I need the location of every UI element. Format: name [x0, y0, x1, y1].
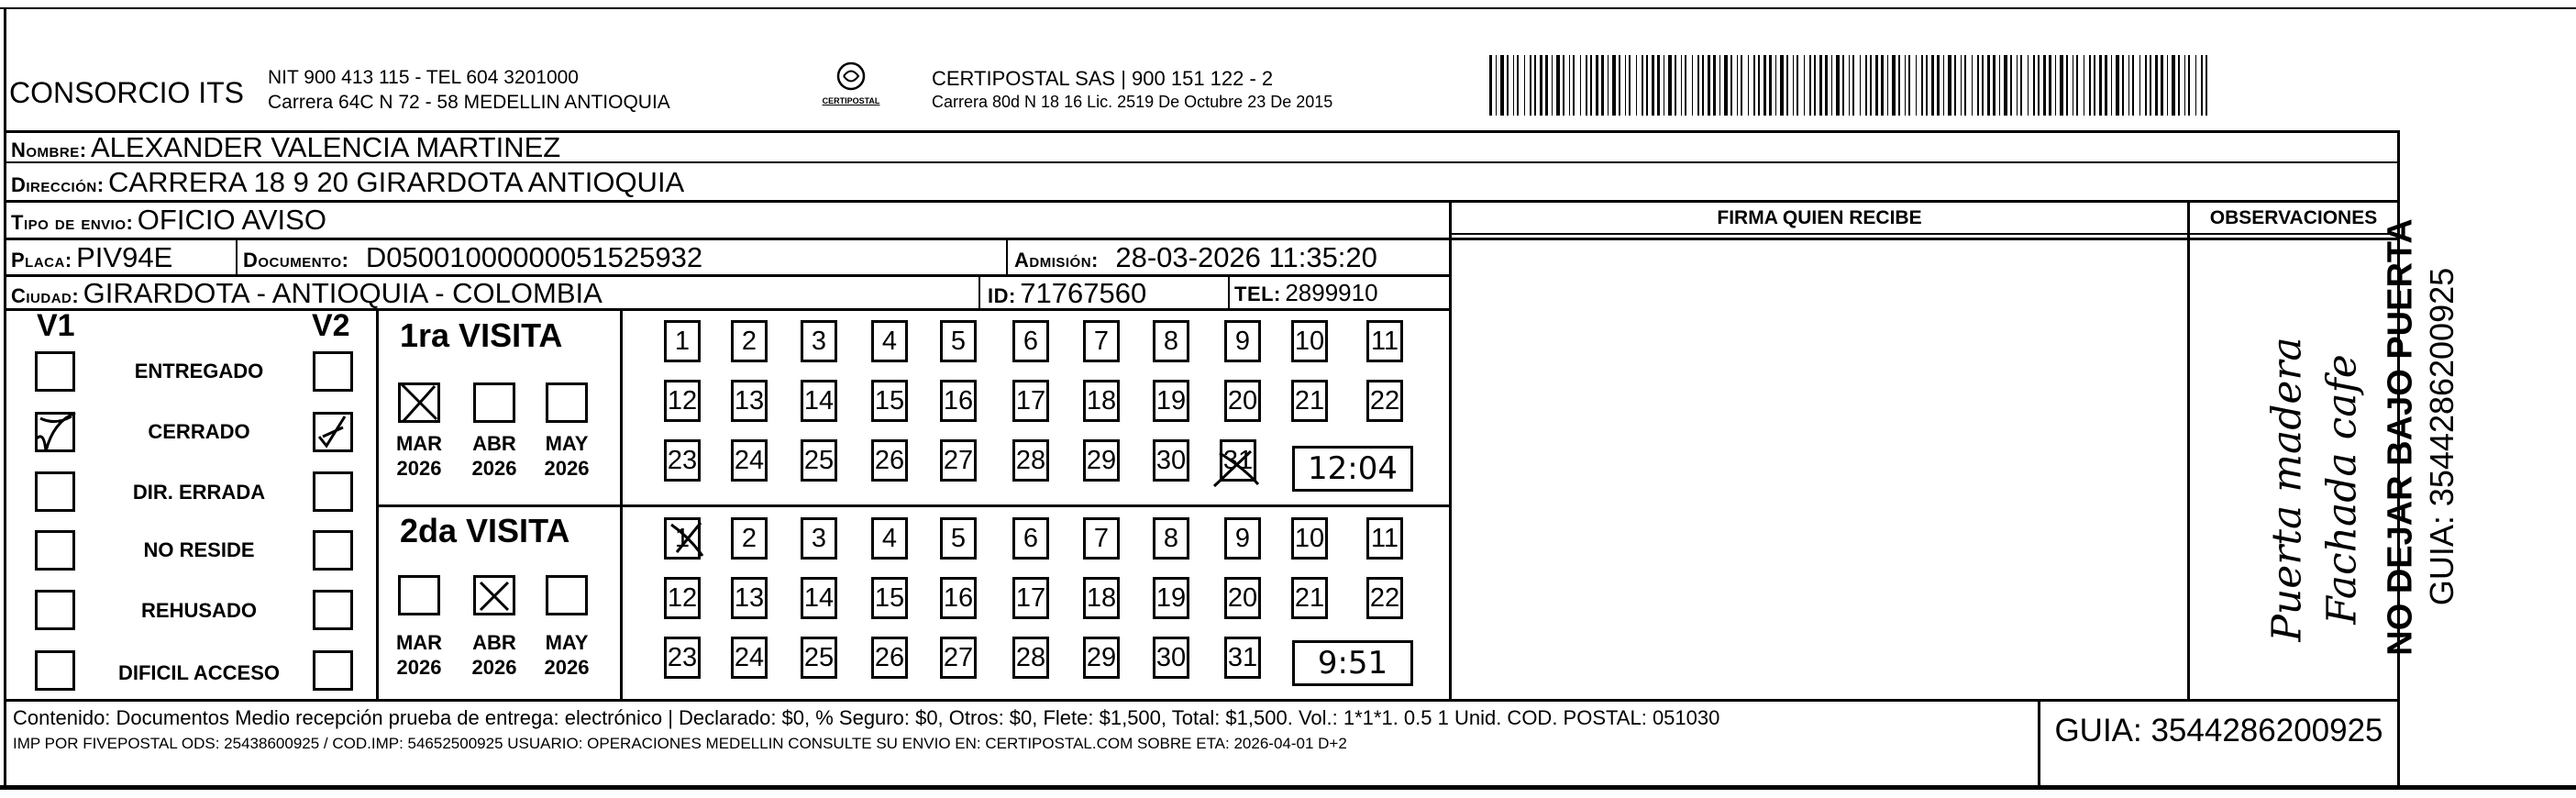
visit2-year-label: 2026: [396, 656, 442, 679]
rule: [620, 308, 623, 699]
visit2-day-17[interactable]: 17: [1012, 577, 1049, 619]
barcode: [1487, 55, 2212, 117]
visit1-day-24[interactable]: 24: [731, 439, 768, 482]
barcode-bar: [2089, 55, 2091, 116]
barcode-bar: [1769, 55, 1772, 116]
barcode-bar: [1540, 55, 1542, 116]
tel-label: TEL:: [1234, 283, 1281, 305]
status-dir-errada: DIR. ERRADA: [132, 481, 266, 504]
barcode-bar: [1972, 55, 1973, 116]
barcode-bar: [2055, 55, 2056, 116]
barcode-bar: [1943, 55, 1944, 116]
ciudad-value: GIRARDOTA - ANTIOQUIA - COLOMBIA: [83, 277, 603, 309]
status-dificil-acceso: DIFICIL ACCESO: [117, 661, 280, 684]
barcode-bar: [1608, 55, 1609, 116]
company-line1: NIT 900 413 115 - TEL 604 3201000: [268, 67, 579, 88]
footer-line1: Contenido: Documentos Medio recepción prueba de entrega: electrónico | Declarado: $0, % Seguro: $0, Otros: $0, Flete: $1,500, Total: $1,500. Vol.: 1*1*1. 0.5 1 Unid. COD. POSTAL: 051030: [13, 706, 1720, 729]
bottom-border: [0, 785, 2576, 790]
visit2-year-label: 2026: [471, 656, 517, 679]
visit2-day-1[interactable]: 1: [664, 517, 701, 560]
barcode-bar: [1748, 55, 1749, 116]
visit2-day-25[interactable]: 25: [801, 637, 837, 679]
nombre-label: Nombre:: [11, 139, 87, 161]
barcode-bar: [1692, 55, 1693, 116]
barcode-bar: [1596, 55, 1598, 116]
visit1-day-25[interactable]: 25: [801, 439, 837, 482]
barcode-bar: [2128, 55, 2129, 116]
company-name: CONSORCIO ITS: [9, 76, 245, 109]
barcode-bar: [1849, 55, 1850, 116]
visit1-day31-check-mark: [1207, 444, 1271, 493]
footer-line2: IMP POR FIVEPOSTAL ODS: 25438600925 / COD.IMP: 54652500925 USUARIO: OPERACIONES MEDELLIN CONSULTE SU ENVIO EN: CERTIPOSTAL.COM SOBRE ETA: 2026-04-01 D+2: [13, 735, 1347, 752]
visit1-day-4[interactable]: 4: [871, 320, 908, 362]
barcode-bar: [1719, 55, 1720, 116]
visit2-month-mar-checkbox[interactable]: [398, 575, 440, 615]
visit2-day-5[interactable]: 5: [940, 517, 977, 560]
footer-guia: GUIA: 3544286200925: [2054, 713, 2383, 748]
firma-header: FIRMA QUIEN RECIBE: [1717, 207, 1922, 228]
id-label: ID:: [988, 284, 1016, 307]
barcode-bar: [1724, 55, 1728, 116]
ciudad-label: Ciudad:: [11, 284, 80, 307]
barcode-bar: [1870, 55, 1872, 116]
barcode-bar: [2004, 55, 2007, 116]
barcode-bar: [1786, 55, 1788, 116]
visit1-day-28[interactable]: 28: [1012, 439, 1049, 482]
observaciones-header: OBSERVACIONES: [2209, 207, 2378, 228]
barcode-bar: [1619, 55, 1620, 116]
left-border: [4, 7, 6, 787]
visit2-day-18[interactable]: 18: [1083, 577, 1120, 619]
visit2-day-20[interactable]: 20: [1224, 577, 1261, 619]
v2-checkbox-no-reside[interactable]: [313, 530, 353, 571]
visit2-year-label: 2026: [544, 656, 590, 679]
visit1-day-21[interactable]: 21: [1291, 380, 1328, 422]
barcode-bar: [2028, 55, 2029, 116]
barcode-bar: [1809, 55, 1811, 116]
barcode-bar: [1842, 55, 1844, 116]
visit1-month-label: MAY: [545, 432, 589, 455]
placa-row: [11, 241, 172, 274]
status-cerrado: CERRADO: [148, 420, 250, 443]
barcode-bar: [1814, 55, 1816, 116]
tipo-label: Tipo de envio:: [11, 211, 134, 234]
ciudad-row: [11, 277, 603, 310]
rule: [376, 308, 379, 699]
barcode-bar: [2094, 55, 2095, 116]
visit1-day-14[interactable]: 14: [801, 380, 837, 422]
barcode-bar: [1852, 55, 1854, 116]
barcode-bar: [1916, 55, 1917, 116]
v1-checkbox-no-reside[interactable]: [35, 530, 75, 571]
barcode-bar: [2167, 55, 2168, 116]
barcode-bar: [1563, 55, 1564, 116]
visit1-day-16[interactable]: 16: [940, 380, 977, 422]
status-entregado: ENTREGADO: [134, 360, 264, 382]
barcode-bar: [2184, 55, 2185, 116]
barcode-bar: [1987, 55, 1990, 116]
rule: [1449, 233, 2400, 235]
v1-checkbox-dir-errada[interactable]: [35, 471, 75, 512]
visit1-month-may-label: [539, 431, 594, 481]
barcode-bar: [1642, 55, 1643, 116]
visit2-day-12[interactable]: 12: [664, 577, 701, 619]
barcode-bar: [1612, 55, 1616, 116]
barcode-bar: [1964, 55, 1966, 116]
barcode-bar: [1708, 55, 1710, 116]
direccion-label: Dirección:: [11, 173, 105, 196]
visit1-day-27[interactable]: 27: [940, 439, 977, 482]
visit2-title: 2da VISITA: [400, 512, 570, 549]
v1-checkbox-rehusado[interactable]: [35, 590, 75, 630]
barcode-bar: [1569, 55, 1570, 116]
tel-row: [1234, 279, 1378, 307]
v2-checkbox-dir-errada[interactable]: [313, 471, 353, 512]
barcode-bar: [1819, 55, 1822, 116]
barcode-bar: [2206, 55, 2207, 116]
barcode-bar: [1636, 55, 1637, 116]
tipo-row: [11, 204, 326, 237]
no-dejar-bajo-puerta: NO DEJAR BAJO PUERTA: [2381, 218, 2420, 656]
barcode-bar: [1681, 55, 1682, 116]
visit1-month-abr-checkbox[interactable]: [473, 382, 515, 423]
visit1-day-23[interactable]: 23: [664, 439, 701, 482]
visit1-day-1[interactable]: 1: [664, 320, 701, 362]
visit1-year-label: 2026: [544, 457, 590, 480]
barcode-bar: [1625, 55, 1626, 116]
status-rehusado: REHUSADO: [141, 599, 257, 622]
visit2-day-15[interactable]: 15: [871, 577, 908, 619]
barcode-bar: [1496, 55, 1497, 116]
v1-label: V1: [37, 308, 75, 343]
barcode-bar: [1908, 55, 1910, 116]
barcode-bar: [1797, 55, 1798, 116]
barcode-bar: [1921, 55, 1923, 116]
barcode-bar: [1545, 55, 1548, 116]
visit2-month-mar-label: [392, 630, 447, 680]
barcode-bar: [1586, 55, 1587, 116]
visit2-day-8[interactable]: 8: [1153, 517, 1189, 560]
barcode-bar: [1804, 55, 1805, 116]
barcode-bar: [2066, 55, 2068, 116]
visit2-abr-check-mark: [473, 575, 515, 615]
barcode-bar: [1898, 55, 1900, 116]
visit1-title: 1ra VISITA: [400, 316, 563, 354]
certi-line2: Carrera 80d N 18 16 Lic. 2519 De Octubre 23 De 2015: [932, 93, 1333, 111]
barcode-bar: [1831, 55, 1832, 116]
barcode-bar: [1601, 55, 1604, 116]
visit1-day-19[interactable]: 19: [1153, 380, 1189, 422]
visit1-day-17[interactable]: 17: [1012, 380, 1049, 422]
barcode-bar: [1793, 55, 1794, 116]
visit1-month-may-checkbox[interactable]: [546, 382, 588, 423]
rule: [2187, 200, 2190, 701]
rule: [1006, 238, 1008, 276]
observaciones-note-1: Puerta madera: [2263, 337, 2311, 642]
barcode-bar: [1741, 55, 1742, 116]
placa-label: Placa:: [11, 249, 72, 272]
visit1-day-2[interactable]: 2: [731, 320, 768, 362]
v2-checkbox-entregado[interactable]: [313, 351, 353, 392]
barcode-bar: [1775, 55, 1776, 116]
barcode-bar: [1954, 55, 1956, 116]
barcode-bar: [1489, 55, 1492, 116]
visit1-day-7[interactable]: 7: [1083, 320, 1120, 362]
visit2-month-abr-label: [467, 630, 522, 680]
admision-row: [1014, 241, 1377, 274]
barcode-bar: [1892, 55, 1896, 116]
visit2-day-10[interactable]: 10: [1291, 517, 1328, 560]
barcode-bar: [1961, 55, 1962, 116]
barcode-bar: [1905, 55, 1906, 116]
barcode-bar: [1500, 55, 1504, 116]
visit1-year-label: 2026: [396, 457, 442, 480]
top-border: [0, 7, 2576, 9]
admision-value: 28-03-2026 11:35:20: [1115, 241, 1377, 273]
barcode-bar: [2155, 55, 2158, 116]
visit1-day-31[interactable]: 31: [1220, 439, 1256, 482]
barcode-bar: [1530, 55, 1531, 116]
rule: [5, 200, 2400, 203]
visit2-month-label: ABR: [472, 631, 516, 654]
barcode-bar: [2145, 55, 2147, 116]
v2-checkbox-dificil-acceso[interactable]: [313, 650, 353, 691]
visit2-month-may-checkbox[interactable]: [546, 575, 588, 615]
barcode-bar: [2099, 55, 2102, 116]
barcode-bar: [1513, 55, 1514, 116]
visit2-day-7[interactable]: 7: [1083, 517, 1120, 560]
visit2-day1-check-mark: [664, 515, 712, 563]
barcode-bar: [1702, 55, 1704, 116]
v2-cerrado-check-mark: [310, 409, 356, 455]
tel-value: 2899910: [1285, 279, 1378, 306]
visit1-day-5[interactable]: 5: [940, 320, 977, 362]
direccion-value: CARRERA 18 9 20 GIRARDOTA ANTIOQUIA: [108, 166, 685, 198]
visit1-day-9[interactable]: 9: [1224, 320, 1261, 362]
barcode-bar: [2132, 55, 2134, 116]
barcode-bar: [1517, 55, 1519, 116]
visit2-day-4[interactable]: 4: [871, 517, 908, 560]
rule: [5, 238, 2400, 240]
barcode-bar: [2201, 55, 2203, 116]
visit2-day-2[interactable]: 2: [731, 517, 768, 560]
side-guia: GUIA: 3544286200925: [2423, 267, 2460, 606]
rule: [236, 238, 238, 276]
visit2-day-21[interactable]: 21: [1291, 577, 1328, 619]
visit1-day-20[interactable]: 20: [1224, 380, 1261, 422]
barcode-bar: [1881, 55, 1884, 116]
visit2-day-9[interactable]: 9: [1224, 517, 1261, 560]
barcode-bar: [2033, 55, 2035, 116]
barcode-bar: [1556, 55, 1560, 116]
barcode-bar: [2038, 55, 2040, 116]
v2-checkbox-rehusado[interactable]: [313, 590, 353, 630]
barcode-bar: [1737, 55, 1738, 116]
barcode-bar: [2043, 55, 2046, 116]
barcode-bar: [1668, 55, 1672, 116]
visit2-day-26[interactable]: 26: [871, 637, 908, 679]
barcode-bar: [2076, 55, 2078, 116]
barcode-bar: [2195, 55, 2196, 116]
visit1-day-18[interactable]: 18: [1083, 380, 1120, 422]
visit2-day-27[interactable]: 27: [940, 637, 977, 679]
barcode-bar: [2017, 55, 2018, 116]
barcode-bar: [1865, 55, 1867, 116]
barcode-bar: [1780, 55, 1784, 116]
rule: [978, 274, 980, 311]
barcode-bar: [1629, 55, 1631, 116]
barcode-bar: [1534, 55, 1536, 116]
direccion-row: [11, 166, 684, 199]
visit1-day-6[interactable]: 6: [1012, 320, 1049, 362]
visit1-day-10[interactable]: 10: [1291, 320, 1328, 362]
barcode-bar: [1685, 55, 1686, 116]
barcode-bar: [1552, 55, 1553, 116]
visit1-day-15[interactable]: 15: [871, 380, 908, 422]
visit1-day-30[interactable]: 30: [1153, 439, 1189, 482]
visit1-time[interactable]: 12:04: [1292, 446, 1413, 492]
observaciones-note-2: Fachada cafe: [2318, 354, 2366, 625]
visit1-day-11[interactable]: 11: [1366, 320, 1403, 362]
barcode-bar: [2188, 55, 2190, 116]
barcode-bar: [1657, 55, 1660, 116]
documento-label: Documento:: [243, 249, 349, 272]
barcode-bar: [1573, 55, 1575, 116]
placa-value: PIV94E: [76, 241, 173, 273]
visit2-day-14[interactable]: 14: [801, 577, 837, 619]
barcode-bar: [1948, 55, 1951, 116]
barcode-bar: [2139, 55, 2140, 116]
certi-line1: CERTIPOSTAL SAS | 900 151 122 - 2: [932, 67, 1274, 90]
barcode-bar: [1507, 55, 1509, 116]
visit1-day-3[interactable]: 3: [801, 320, 837, 362]
v1-checkbox-entregado[interactable]: [35, 351, 75, 392]
barcode-bar: [1524, 55, 1525, 116]
visit1-day-8[interactable]: 8: [1153, 320, 1189, 362]
visit1-month-label: ABR: [472, 432, 516, 455]
visit2-day-3[interactable]: 3: [801, 517, 837, 560]
barcode-bar: [1860, 55, 1861, 116]
documento-value: D05001000000051525932: [365, 241, 703, 273]
certipostal-logo: [814, 61, 888, 112]
visit1-day-22[interactable]: 22: [1366, 380, 1403, 422]
barcode-bar: [1730, 55, 1732, 116]
barcode-bar: [1713, 55, 1716, 116]
id-value: 71767560: [1020, 277, 1147, 309]
visit1-day-13[interactable]: 13: [731, 380, 768, 422]
tipo-value: OFICIO AVISO: [137, 204, 326, 236]
visit1-year-label: 2026: [471, 457, 517, 480]
visit1-month-label: MAR: [395, 432, 443, 455]
barcode-bar: [2116, 55, 2119, 116]
logo-text: CERTIPOSTAL: [822, 96, 880, 105]
barcode-bar: [1931, 55, 1934, 116]
documento-row: [243, 241, 702, 274]
barcode-bar: [2060, 55, 2063, 116]
visit2-day-28[interactable]: 28: [1012, 637, 1049, 679]
barcode-bar: [2150, 55, 2151, 116]
rule: [1449, 200, 1452, 701]
visit2-day-30[interactable]: 30: [1153, 637, 1189, 679]
barcode-bar: [1763, 55, 1766, 116]
barcode-bar: [2049, 55, 2051, 116]
visit2-day-6[interactable]: 6: [1012, 517, 1049, 560]
barcode-bar: [1926, 55, 1928, 116]
barcode-bar: [1825, 55, 1828, 116]
visit2-day-16[interactable]: 16: [940, 577, 977, 619]
visit2-day-22[interactable]: 22: [1366, 577, 1403, 619]
visit2-day-23[interactable]: 23: [664, 637, 701, 679]
barcode-bar: [2105, 55, 2107, 116]
visit2-month-may-label: [539, 630, 594, 680]
barcode-bar: [1675, 55, 1676, 116]
barcode-bar: [2161, 55, 2163, 116]
logo-icon: [833, 61, 869, 92]
visit2-time[interactable]: 9:51: [1292, 640, 1413, 686]
visit2-day-29[interactable]: 29: [1083, 637, 1120, 679]
visit1-day-12[interactable]: 12: [664, 380, 701, 422]
barcode-bar: [1697, 55, 1699, 116]
nombre-value: ALEXANDER VALENCIA MARTINEZ: [91, 131, 561, 163]
visit1-month-mar-label: [392, 431, 447, 481]
visit2-month-label: MAY: [545, 631, 589, 654]
barcode-bar: [1875, 55, 1878, 116]
barcode-bar: [1999, 55, 2000, 116]
barcode-bar: [2172, 55, 2175, 116]
barcode-bar: [1580, 55, 1581, 116]
visit2-month-label: MAR: [395, 631, 443, 654]
barcode-bar: [2020, 55, 2022, 116]
id-row: [988, 277, 1146, 310]
v1-checkbox-dificil-acceso[interactable]: [35, 650, 75, 691]
v1-cerrado-check-mark: [28, 404, 83, 459]
admision-label: Admisión:: [1014, 249, 1099, 272]
barcode-bar: [1758, 55, 1760, 116]
barcode-bar: [1836, 55, 1840, 116]
barcode-bar: [1652, 55, 1654, 116]
visit1-day-26[interactable]: 26: [871, 439, 908, 482]
barcode-bar: [1590, 55, 1592, 116]
visit2-day-19[interactable]: 19: [1153, 577, 1189, 619]
rule: [376, 504, 1451, 507]
status-no-reside: NO RESIDE: [143, 538, 255, 561]
barcode-bar: [2178, 55, 2180, 116]
barcode-bar: [1977, 55, 1979, 116]
barcode-bar: [2111, 55, 2112, 116]
visit2-day-13[interactable]: 13: [731, 577, 768, 619]
rule: [5, 699, 2400, 702]
barcode-bar: [2122, 55, 2124, 116]
visit2-day-24[interactable]: 24: [731, 637, 768, 679]
visit1-day-29[interactable]: 29: [1083, 439, 1120, 482]
barcode-bar: [1993, 55, 1996, 116]
nombre-row: [11, 131, 560, 164]
barcode-bar: [1887, 55, 1888, 116]
barcode-bar: [1753, 55, 1755, 116]
barcode-bar: [1937, 55, 1940, 116]
visit1-month-abr-label: [467, 431, 522, 481]
visit2-day-31[interactable]: 31: [1224, 637, 1261, 679]
barcode-bar: [2010, 55, 2012, 116]
visit2-day-11[interactable]: 11: [1366, 517, 1403, 560]
v2-label: V2: [312, 308, 350, 343]
barcode-bar: [1646, 55, 1648, 116]
barcode-bar: [1982, 55, 1984, 116]
rule: [1228, 274, 1230, 311]
company-line2: Carrera 64C N 72 - 58 MEDELLIN ANTIOQUIA: [268, 92, 670, 113]
visit1-mar-check-mark: [394, 379, 444, 427]
